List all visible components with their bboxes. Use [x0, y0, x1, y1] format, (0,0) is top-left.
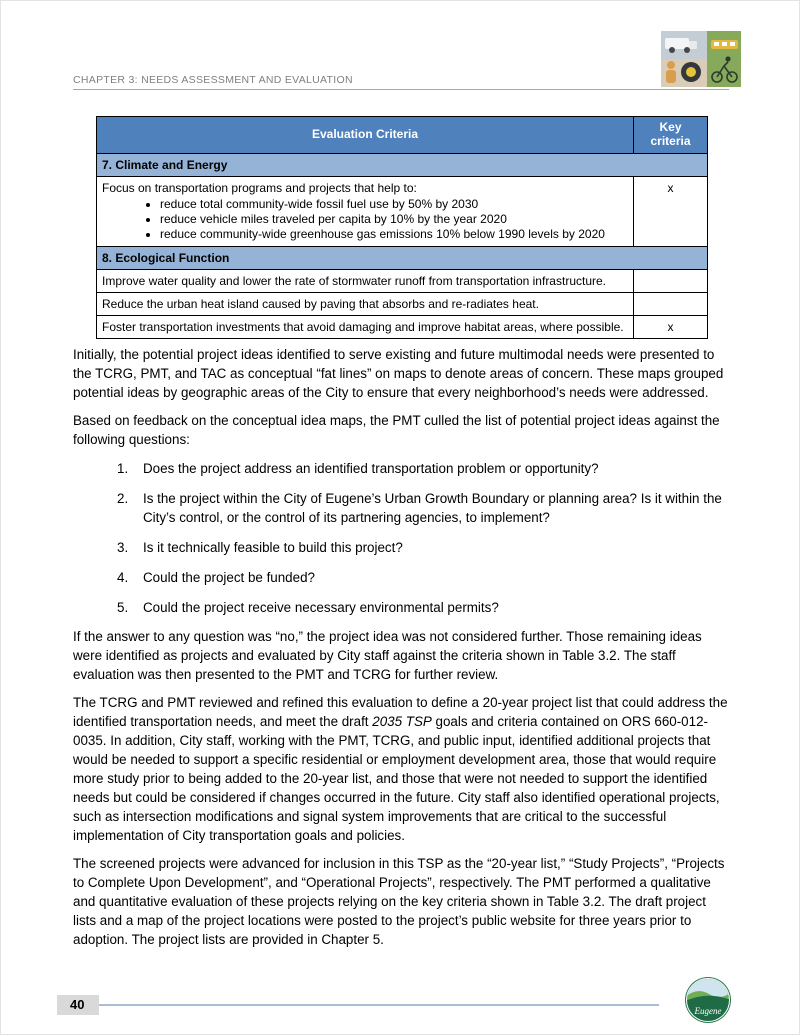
list-item-text: Is the project within the City of Eugene’s Urban Growth Boundary or planning area? Is it within the City’s control, or the control of its partnering agencies, to implement? — [143, 491, 722, 525]
key-criteria-mark: x — [634, 176, 708, 246]
bullet-item: • reduce community-wide greenhouse gas emissions 10% below 1990 levels by 2020 — [160, 227, 628, 241]
list-item — [117, 538, 730, 557]
list-item-text: Could the project receive necessary environmental permits? — [143, 600, 499, 615]
table-row — [97, 292, 708, 315]
header-rule — [73, 89, 729, 90]
paragraph-2: Based on feedback on the conceptual idea maps, the PMT culled the list of potential project ideas against the following questions: — [73, 413, 720, 447]
pedestrian-icon — [666, 61, 676, 83]
eugene-city-logo — [685, 977, 731, 1023]
paragraph-1: Initially, the potential project ideas identified to serve existing and future multimodal needs were presented to the TCRG, PMT, and TAC as conceptual “fat lines” on maps to denote areas of concern. These maps grouped potential ideas by geographic areas of the City to ensure that every neighborhood’s needs were addressed. — [73, 347, 724, 400]
list-item — [117, 459, 730, 478]
paragraph-4-pre: The TCRG and PMT reviewed and refined this evaluation to define a 20-year project list that could address the identified transportation needs, and meet the draft — [73, 695, 728, 729]
footer-rule — [99, 1004, 659, 1006]
criteria-text: Focus on transportation programs and projects that help to: — [102, 180, 417, 195]
paragraph-3: If the answer to any question was “no,” the project idea was not considered further. Those remaining ideas were identified as projects and evaluated by City staff against the criteria shown in Table 3.2. The staff evaluation was then presented to the PMT and TCRG for further review. — [73, 629, 702, 682]
section-title: 7. Climate and Energy — [97, 153, 708, 176]
evaluation-criteria-table — [96, 116, 708, 339]
evaluation-criteria-column-header: Evaluation Criteria — [97, 117, 634, 154]
paragraph-5: The screened projects were advanced for inclusion in this TSP as the “20-year list,” “Study Projects”, “Projects to Complete Upon Development”, and “Operational Projects”, respectively. The PMT performed a qualitative and quantitative evaluation of these projects relying on the key criteria shown in Table 3.2. The draft project lists and a map of the project locations were posted to the project’s public website for three years prior to adoption. The project lists are provided in Chapter 5. — [73, 856, 725, 947]
criteria-text: Reduce the urban heat island caused by paving that absorbs and re-radiates heat. — [97, 292, 634, 315]
list-item-text: Could the project be funded? — [143, 570, 315, 585]
list-item — [117, 489, 730, 527]
bus-icon — [711, 40, 738, 49]
bullet-item: • reduce total community-wide fossil fuel use by 50% by 2030 — [160, 197, 628, 211]
body-text — [73, 345, 730, 958]
table-row — [97, 269, 708, 292]
list-item — [117, 568, 730, 587]
section-title: 8. Ecological Function — [97, 246, 708, 269]
key-criteria-mark — [634, 292, 708, 315]
list-item-text: Does the project address an identified transportation problem or opportunity? — [143, 461, 599, 476]
paragraph-4-post: goals and criteria contained on ORS 660-012-0035. In addition, City staff, working with the PMT, TCRG, and public input, identified additional projects that would be needed to support a specific residential or employment development area, those that would require more study prior to being added to the 20-year list, and those that were not needed to support the identified needs but could be considered if changes occurred in the future. City staff also identified operational projects, such as intersection modifications and signal system improvements that are critical to the successful implementation of City transportation goals and policies. — [73, 714, 720, 843]
list-item-text: Is it technically feasible to build this project? — [143, 540, 403, 555]
section-row-ecological-function — [97, 246, 708, 269]
list-item-number: 3. — [117, 540, 129, 555]
list-item-number: 1. — [117, 461, 129, 476]
paragraph-4 — [73, 693, 730, 845]
table-row — [97, 315, 708, 338]
screening-questions-list — [117, 459, 730, 617]
table-row — [97, 176, 708, 246]
key-criteria-mark — [634, 269, 708, 292]
page-number: 40 — [57, 995, 99, 1015]
chapter-heading: CHAPTER 3: NEEDS ASSESSMENT AND EVALUATION — [73, 74, 353, 86]
criteria-bullet-list — [102, 197, 628, 241]
list-item-number: 2. — [117, 491, 129, 506]
bullet-item: • reduce vehicle miles traveled per capita by 10% by the year 2020 — [160, 212, 628, 226]
emphasis-2035-tsp: 2035 TSP — [372, 714, 432, 729]
logo-wordmark: Eugene — [694, 1006, 722, 1016]
criteria-text: Foster transportation investments that avoid damaging and improve habitat areas, where possible. — [97, 315, 634, 338]
table-header-row — [97, 117, 708, 154]
key-criteria-mark: x — [634, 315, 708, 338]
list-item — [117, 598, 730, 617]
transportation-collage-image — [661, 31, 741, 87]
steering-wheel-icon — [681, 62, 701, 82]
section-row-climate-and-energy — [97, 153, 708, 176]
key-criteria-column-header: Key criteria — [634, 117, 708, 154]
criteria-text: Improve water quality and lower the rate of stormwater runoff from transportation infrastructure. — [97, 269, 634, 292]
list-item-number: 5. — [117, 600, 129, 615]
list-item-number: 4. — [117, 570, 129, 585]
